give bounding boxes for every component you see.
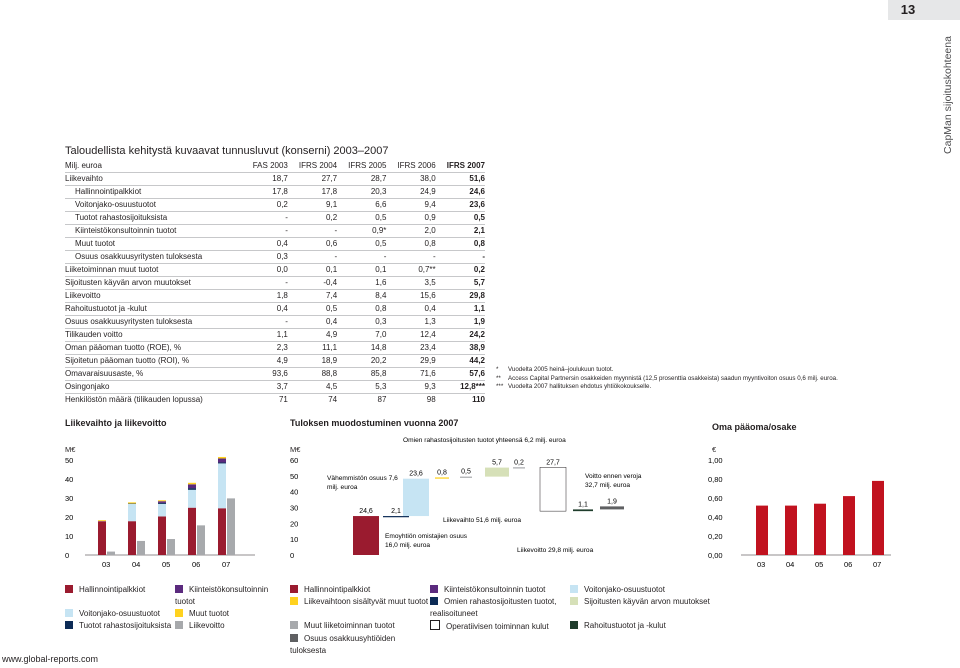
waterfall-annotation: Omien rahastosijoitusten tuotot yhteensä 6,2 milj. euroa bbox=[403, 437, 566, 444]
operating-profit-bar bbox=[167, 539, 175, 555]
legend-swatch bbox=[175, 621, 183, 629]
operating-profit-bar bbox=[137, 541, 145, 555]
equity-bar bbox=[814, 504, 826, 555]
operating-profit-bar bbox=[227, 498, 235, 555]
y-tick-label: 0 bbox=[65, 551, 70, 560]
row-value: 0,5 bbox=[337, 212, 386, 225]
legend-swatch bbox=[65, 621, 73, 629]
y-tick-label: 0,40 bbox=[708, 513, 723, 522]
legend-swatch bbox=[175, 609, 183, 617]
key-figures-table bbox=[65, 160, 485, 406]
x-tick-label: 05 bbox=[815, 560, 824, 569]
waterfall-bar bbox=[435, 477, 449, 478]
row-value: 85,8 bbox=[337, 368, 386, 381]
row-label: Henkilöstön määrä (tilikauden lopussa) bbox=[65, 394, 243, 407]
footnote bbox=[496, 366, 838, 375]
y-tick-label: 0,60 bbox=[708, 494, 723, 503]
equity-bar bbox=[756, 506, 768, 555]
footer-url: www.global-reports.com bbox=[2, 654, 99, 664]
x-tick-label: 03 bbox=[757, 560, 766, 569]
y-tick-label: 20 bbox=[290, 519, 299, 529]
legend-label: Liikevoitto bbox=[189, 621, 225, 630]
table-row bbox=[65, 329, 485, 342]
legend-item bbox=[175, 584, 285, 608]
row-value: 0,4 bbox=[243, 303, 288, 316]
y-tick-label: 0,00 bbox=[708, 551, 723, 560]
row-label: Tilikauden voitto bbox=[65, 329, 243, 342]
table-row bbox=[65, 342, 485, 355]
row-label: Osuus osakkuusyritysten tuloksesta bbox=[65, 251, 243, 264]
y-tick-label: 10 bbox=[290, 535, 299, 545]
equity-bar bbox=[872, 481, 884, 555]
row-value: 20,3 bbox=[337, 186, 386, 199]
row-value: 93,6 bbox=[243, 368, 288, 381]
waterfall-value-label: 23,6 bbox=[409, 470, 423, 478]
legend-swatch bbox=[175, 585, 183, 593]
row-value: 1,9 bbox=[436, 316, 485, 329]
legend-swatch bbox=[570, 621, 578, 629]
stacked-bar-segment bbox=[218, 462, 226, 463]
row-value: 9,3 bbox=[386, 381, 435, 394]
footnote bbox=[496, 383, 838, 392]
x-tick-label: 04 bbox=[132, 560, 141, 569]
column-header: IFRS 2004 bbox=[298, 161, 338, 170]
y-tick-label: 1,00 bbox=[708, 456, 723, 465]
legend-swatch bbox=[290, 634, 298, 642]
y-tick-label: 40 bbox=[65, 475, 74, 484]
chart2-title: Tuloksen muodostuminen vuonna 2007 bbox=[290, 418, 459, 428]
table-row bbox=[65, 277, 485, 290]
row-value: 1,1 bbox=[243, 329, 288, 342]
row-value: 0,2 bbox=[436, 264, 485, 277]
footnote-text: Vuodelta 2007 hallituksen ehdotus yhtiökokoukselle. bbox=[508, 383, 652, 390]
footnotes bbox=[496, 366, 838, 392]
row-value: 98 bbox=[386, 394, 435, 407]
row-value: 1,6 bbox=[337, 277, 386, 290]
row-value: 1,1 bbox=[436, 303, 485, 316]
row-label: Tuotot rahastosijoituksista bbox=[65, 212, 243, 225]
operating-profit-bar bbox=[107, 552, 115, 555]
row-value: 0,4 bbox=[243, 238, 288, 251]
row-value: 0,3 bbox=[243, 251, 288, 264]
waterfall-annotation: Vähemmistön osuus 7,6 milj. euroa bbox=[327, 475, 398, 491]
row-label: Muut tuotot bbox=[65, 238, 243, 251]
table-row bbox=[65, 186, 485, 199]
row-value: 74 bbox=[288, 394, 337, 407]
legend-item bbox=[290, 584, 430, 596]
legend-label: Hallinnointipalkkiot bbox=[304, 585, 371, 594]
waterfall-value-label: 24,6 bbox=[359, 508, 373, 516]
waterfall-value-label: 1,9 bbox=[607, 498, 617, 506]
row-value: 8,4 bbox=[337, 290, 386, 303]
row-label: Osingonjako bbox=[65, 381, 243, 394]
waterfall-bar bbox=[353, 516, 379, 555]
waterfall-bar bbox=[600, 506, 624, 509]
row-label: Voitonjako-osuustuotot bbox=[65, 199, 243, 212]
stacked-bar-segment bbox=[98, 520, 106, 521]
y-tick-label: 0 bbox=[290, 551, 295, 560]
row-value: 0,2 bbox=[243, 199, 288, 212]
row-value: 4,5 bbox=[288, 381, 337, 394]
waterfall-annotation: Emoyhtiön omistajien osuus 16,0 milj. euroa bbox=[385, 533, 468, 549]
row-value: 71 bbox=[243, 394, 288, 407]
y-tick-label: 50 bbox=[65, 456, 74, 465]
row-value: 18,9 bbox=[288, 355, 337, 368]
row-value: 3,5 bbox=[386, 277, 435, 290]
legend-item bbox=[570, 620, 710, 633]
footnote-text: Vuodelta 2005 heinä–joulukuun tuotot. bbox=[508, 366, 614, 373]
x-tick-label: 07 bbox=[222, 560, 231, 569]
waterfall-annotation: Liikevoitto 29,8 milj. euroa bbox=[517, 547, 594, 554]
legend-swatch bbox=[290, 621, 298, 629]
row-value: 0,8 bbox=[436, 238, 485, 251]
row-value: 18,7 bbox=[243, 173, 288, 186]
legend-swatch bbox=[570, 597, 578, 605]
row-value: 2,1 bbox=[436, 225, 485, 238]
legend-item bbox=[290, 620, 430, 633]
stacked-bar-segment bbox=[218, 457, 226, 459]
legend-item bbox=[570, 596, 710, 620]
chart1-legend bbox=[65, 584, 285, 632]
row-value: 7,0 bbox=[337, 329, 386, 342]
row-value: 12,4 bbox=[386, 329, 435, 342]
row-label: Rahoitustuotot ja -kulut bbox=[65, 303, 243, 316]
legend-swatch bbox=[430, 620, 440, 630]
row-value: - bbox=[436, 251, 485, 264]
column-header: Milj. euroa bbox=[65, 161, 102, 170]
y-tick-label: 10 bbox=[65, 532, 74, 541]
legend-label: Hallinnointipalkkiot bbox=[79, 585, 146, 594]
row-value: 0,9 bbox=[386, 212, 435, 225]
table-row bbox=[65, 251, 485, 264]
row-value: 11,1 bbox=[288, 342, 337, 355]
row-value: 1,3 bbox=[386, 316, 435, 329]
chart2-unit: M€ bbox=[290, 445, 301, 454]
footnote-mark: ** bbox=[496, 374, 501, 382]
stacked-bar-segment bbox=[188, 490, 196, 508]
legend-item bbox=[65, 584, 175, 608]
row-value: 24,6 bbox=[436, 186, 485, 199]
row-value: 4,9 bbox=[243, 355, 288, 368]
row-value: 12,8*** bbox=[436, 381, 485, 394]
waterfall-bar bbox=[403, 479, 429, 516]
row-value: - bbox=[243, 225, 288, 238]
row-value: 17,8 bbox=[288, 186, 337, 199]
stacked-bar-segment bbox=[158, 501, 166, 503]
column-header: IFRS 2007 bbox=[446, 161, 485, 170]
row-value: 0,8 bbox=[386, 238, 435, 251]
row-value: 1,8 bbox=[243, 290, 288, 303]
row-value: 57,6 bbox=[436, 368, 485, 381]
row-value: 0,4 bbox=[386, 303, 435, 316]
x-tick-label: 05 bbox=[162, 560, 171, 569]
stacked-bar-segment bbox=[128, 521, 136, 555]
legend-label: Muut liiketoiminnan tuotot bbox=[304, 621, 395, 630]
row-label: Kiinteistökonsultoinnin tuotot bbox=[65, 225, 243, 238]
y-tick-label: 0,20 bbox=[708, 532, 723, 541]
chart3-unit: € bbox=[712, 445, 717, 454]
legend-label: Osuus osakkuusyhtiöiden tuloksesta bbox=[290, 634, 396, 655]
stacked-bar-segment bbox=[98, 521, 106, 555]
table-row bbox=[65, 238, 485, 251]
y-tick-label: 30 bbox=[290, 503, 299, 513]
row-label: Liiketoiminnan muut tuotot bbox=[65, 264, 243, 277]
row-value: 0,7** bbox=[386, 264, 435, 277]
section-side-label bbox=[938, 36, 958, 160]
row-value: 0,1 bbox=[337, 264, 386, 277]
row-value: 0,9* bbox=[337, 225, 386, 238]
legend-swatch bbox=[570, 585, 578, 593]
x-tick-label: 07 bbox=[873, 560, 882, 569]
row-value: 0,1 bbox=[288, 264, 337, 277]
legend-label: Omien rahastosijoitusten tuotot, realisoituneet bbox=[430, 597, 557, 618]
legend-swatch bbox=[65, 585, 73, 593]
legend-item bbox=[430, 596, 570, 620]
row-value: 2,0 bbox=[386, 225, 435, 238]
row-value: 0,8 bbox=[337, 303, 386, 316]
row-value: 15,6 bbox=[386, 290, 435, 303]
waterfall-value-label: 5,7 bbox=[492, 459, 502, 467]
legend-label: Muut tuotot bbox=[189, 609, 230, 618]
waterfall-annotation: Voitto ennen veroja 32,7 milj. euroa bbox=[585, 473, 642, 489]
row-value: 0,5 bbox=[337, 238, 386, 251]
table-header-row bbox=[65, 160, 485, 173]
table-row bbox=[65, 212, 485, 225]
x-tick-label: 06 bbox=[844, 560, 853, 569]
legend-item bbox=[290, 633, 430, 657]
y-tick-label: 30 bbox=[65, 494, 74, 503]
row-value: 0,5 bbox=[288, 303, 337, 316]
row-label: Oman pääoman tuotto (ROE), % bbox=[65, 342, 243, 355]
row-label: Liikevaihto bbox=[65, 173, 243, 186]
row-value: 2,3 bbox=[243, 342, 288, 355]
chart3-title: Oma pääoma/osake bbox=[712, 422, 797, 432]
table-row bbox=[65, 368, 485, 381]
table-row bbox=[65, 173, 485, 186]
chart1-title: Liikevaihto ja liikevoitto bbox=[65, 418, 167, 428]
column-header: FAS 2003 bbox=[252, 161, 288, 170]
legend-label: Liikevaihtoon sisältyvät muut tuotot bbox=[304, 597, 429, 606]
stacked-bar-segment bbox=[128, 502, 136, 503]
stacked-bar-segment bbox=[158, 516, 166, 555]
footnote-mark: *** bbox=[496, 383, 504, 390]
column-header: IFRS 2005 bbox=[348, 161, 387, 170]
stacked-bar-segment bbox=[188, 508, 196, 555]
table-row bbox=[65, 290, 485, 303]
chart2-result-waterfall bbox=[285, 430, 695, 565]
column-header: IFRS 2006 bbox=[397, 161, 436, 170]
row-value: 3,7 bbox=[243, 381, 288, 394]
legend-item bbox=[430, 620, 570, 633]
x-tick-label: 04 bbox=[786, 560, 795, 569]
row-value: 7,4 bbox=[288, 290, 337, 303]
row-value: 23,4 bbox=[386, 342, 435, 355]
row-value: 5,3 bbox=[337, 381, 386, 394]
table-row bbox=[65, 394, 485, 407]
row-value: 0,5 bbox=[436, 212, 485, 225]
row-value: - bbox=[288, 225, 337, 238]
stacked-bar-segment bbox=[128, 504, 136, 521]
operating-profit-bar bbox=[197, 525, 205, 555]
stacked-bar-segment bbox=[218, 458, 226, 462]
chart2-legend bbox=[290, 584, 710, 657]
row-value: 28,7 bbox=[337, 173, 386, 186]
row-value: 5,7 bbox=[436, 277, 485, 290]
row-value: - bbox=[243, 212, 288, 225]
x-tick-label: 03 bbox=[102, 560, 111, 569]
table-title: Taloudellista kehitystä kuvaavat tunnusluvut (konserni) 2003–2007 bbox=[65, 145, 389, 157]
row-value: 71,6 bbox=[386, 368, 435, 381]
row-value: 51,6 bbox=[436, 173, 485, 186]
waterfall-bar bbox=[460, 477, 472, 478]
stacked-bar-segment bbox=[188, 484, 196, 488]
table-row bbox=[65, 199, 485, 212]
chart3-equity-per-share bbox=[706, 450, 896, 575]
footnote-mark: * bbox=[496, 366, 499, 373]
table-row bbox=[65, 264, 485, 277]
row-value: 38,0 bbox=[386, 173, 435, 186]
row-value: 14,8 bbox=[337, 342, 386, 355]
legend-label: Kiinteistökonsultoinnin tuotot bbox=[175, 585, 269, 606]
row-value: 9,1 bbox=[288, 199, 337, 212]
row-value: - bbox=[243, 277, 288, 290]
stacked-bar-segment bbox=[158, 500, 166, 501]
legend-label: Operatiivisen toiminnan kulut bbox=[446, 622, 549, 631]
footnote-text: Access Capital Partnersin osakkeiden myynnistä (12,5 prosenttia osakkeista) saadun myyntivoiton osuus 0,6 milj. euroa. bbox=[508, 374, 838, 382]
row-label: Sijoitetun pääoman tuotto (ROI), % bbox=[65, 355, 243, 368]
stacked-bar-segment bbox=[158, 503, 166, 504]
row-value: 87 bbox=[337, 394, 386, 407]
y-tick-label: 40 bbox=[290, 487, 299, 497]
waterfall-value-label: 0,5 bbox=[461, 468, 471, 476]
chart1-unit: M€ bbox=[65, 445, 76, 454]
row-label: Osuus osakkuusyritysten tuloksesta bbox=[65, 316, 243, 329]
row-value: -0,4 bbox=[288, 277, 337, 290]
legend-label: Voitonjako-osuustuotot bbox=[79, 609, 160, 618]
waterfall-bar bbox=[513, 467, 525, 468]
y-tick-label: 50 bbox=[290, 471, 299, 481]
equity-bar bbox=[843, 496, 855, 555]
table-row bbox=[65, 355, 485, 368]
waterfall-bar bbox=[540, 467, 566, 511]
legend-label: Rahoitustuotot ja -kulut bbox=[584, 621, 666, 630]
legend-label: Sijoitusten käyvän arvon muutokset bbox=[584, 597, 710, 606]
legend-item bbox=[570, 584, 710, 596]
row-value: 0,2 bbox=[288, 212, 337, 225]
legend-item bbox=[65, 608, 175, 620]
row-value: 0,6 bbox=[288, 238, 337, 251]
waterfall-value-label: 1,1 bbox=[578, 501, 588, 509]
waterfall-value-label: 0,8 bbox=[437, 469, 447, 477]
table-row bbox=[65, 225, 485, 238]
waterfall-bar bbox=[383, 516, 409, 517]
row-value: 38,9 bbox=[436, 342, 485, 355]
row-value: 44,2 bbox=[436, 355, 485, 368]
row-value: 0,4 bbox=[288, 316, 337, 329]
row-value: 20,2 bbox=[337, 355, 386, 368]
row-value: - bbox=[386, 251, 435, 264]
waterfall-bar bbox=[573, 509, 593, 511]
row-value: 9,4 bbox=[386, 199, 435, 212]
table-row bbox=[65, 381, 485, 394]
legend-swatch bbox=[290, 585, 298, 593]
row-label: Hallinnointipalkkiot bbox=[65, 186, 243, 199]
table-row bbox=[65, 316, 485, 329]
legend-label: Kiinteistökonsultoinnin tuotot bbox=[444, 585, 546, 594]
chart1-revenue-operating-profit bbox=[60, 450, 260, 575]
row-value: 4,9 bbox=[288, 329, 337, 342]
legend-item bbox=[175, 608, 285, 620]
stacked-bar-segment bbox=[188, 483, 196, 485]
row-value: 0,0 bbox=[243, 264, 288, 277]
legend-swatch bbox=[430, 585, 438, 593]
x-tick-label: 06 bbox=[192, 560, 201, 569]
row-value: 27,7 bbox=[288, 173, 337, 186]
legend-swatch bbox=[290, 597, 298, 605]
footnote bbox=[496, 375, 838, 384]
legend-swatch bbox=[65, 609, 73, 617]
side-label-text: CapMan sijoituskohteena bbox=[942, 36, 954, 154]
stacked-bar-segment bbox=[188, 488, 196, 490]
row-value: 29,8 bbox=[436, 290, 485, 303]
waterfall-bar bbox=[485, 468, 509, 477]
row-value: 24,2 bbox=[436, 329, 485, 342]
waterfall-annotation: Liikevaihto 51,6 milj. euroa bbox=[443, 517, 522, 524]
row-value: - bbox=[288, 251, 337, 264]
waterfall-value-label: 0,2 bbox=[514, 459, 524, 467]
row-label: Liikevoitto bbox=[65, 290, 243, 303]
row-value: 17,8 bbox=[243, 186, 288, 199]
row-value: - bbox=[337, 251, 386, 264]
row-value: 23,6 bbox=[436, 199, 485, 212]
equity-bar bbox=[785, 506, 797, 555]
waterfall-value-label: 27,7 bbox=[546, 459, 560, 467]
legend-item bbox=[65, 620, 175, 632]
y-tick-label: 60 bbox=[290, 456, 299, 465]
waterfall-value-label: 2,1 bbox=[391, 508, 401, 516]
row-value: 29,9 bbox=[386, 355, 435, 368]
row-value: - bbox=[243, 316, 288, 329]
stacked-bar-segment bbox=[218, 508, 226, 555]
row-value: 88,8 bbox=[288, 368, 337, 381]
legend-item bbox=[290, 596, 430, 620]
stacked-bar-segment bbox=[218, 463, 226, 508]
row-value: 24,9 bbox=[386, 186, 435, 199]
row-label: Omavaraisuusaste, % bbox=[65, 368, 243, 381]
legend-swatch bbox=[430, 597, 438, 605]
legend-item bbox=[430, 584, 570, 596]
table-row bbox=[65, 303, 485, 316]
legend-label: Tuotot rahastosijoituksista bbox=[79, 621, 172, 630]
legend-label: Voitonjako-osuustuotot bbox=[584, 585, 665, 594]
row-value: 0,3 bbox=[337, 316, 386, 329]
page-number: 13 bbox=[900, 2, 916, 17]
y-tick-label: 20 bbox=[65, 513, 74, 522]
stacked-bar-segment bbox=[158, 504, 166, 517]
row-value: 110 bbox=[436, 394, 485, 407]
legend-item bbox=[175, 620, 285, 632]
row-value: 6,6 bbox=[337, 199, 386, 212]
y-tick-label: 0,80 bbox=[708, 475, 723, 484]
row-label: Sijoitusten käyvän arvon muutokset bbox=[65, 277, 243, 290]
